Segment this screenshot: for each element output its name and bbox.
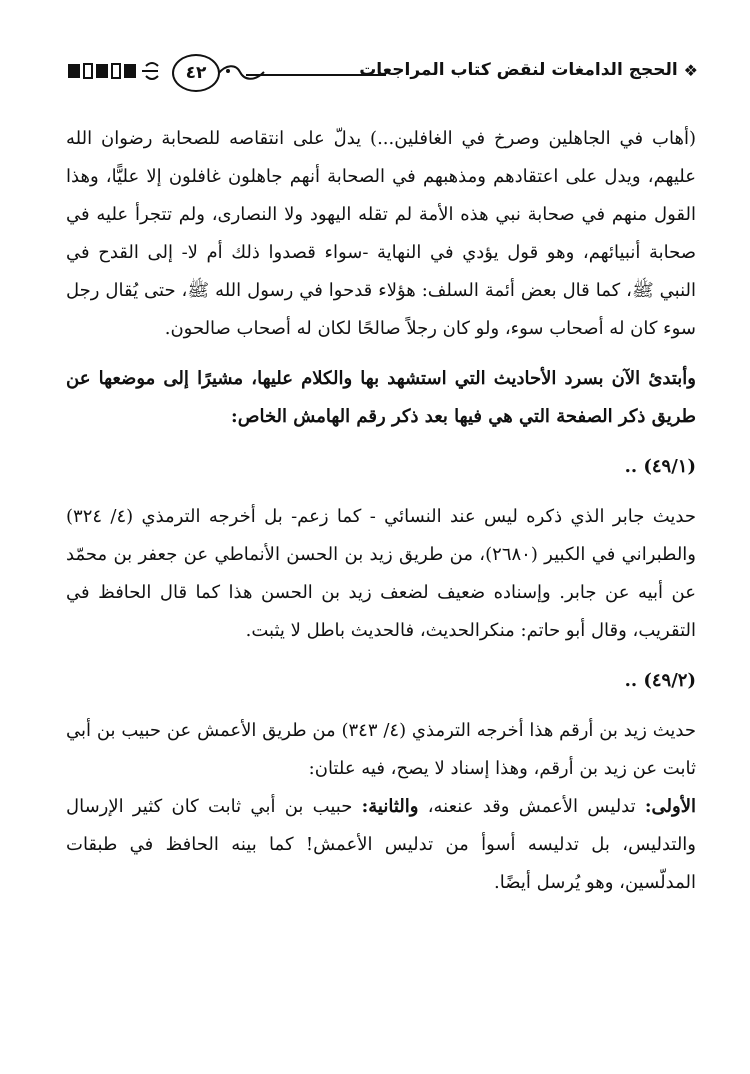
decorative-border-icon	[66, 60, 162, 82]
header-title-group	[359, 60, 696, 80]
paragraph-intro: (أهاب في الجاهلين وصرخ في الغافلين...) يدلّ على انتقاصه للصحابة رضوان الله عليهم، ويدل على اعتقادهم ومذهبهم في الصحابة أنهم جاهلون غافلون إلا عليًّا، وهذا القول منهم في صحابة نبي هذه الأمة لم تقله اليهود ولا النصارى، ولم تتجرأ عليه في صحابة أنبيائهم، وهو قول يؤدي في النهاية -سواء قصدوا ذلك أم لا- إلى القدح في النبي ﷺ، كما قال بعض أئمة السلف: هؤلاء قدحوا في رسول الله ﷺ، حتى يُقال رجل سوء كان له أصحاب سوء، ولو كان رجلاً صالحًا لكان له أصحاب صالحون.	[66, 128, 696, 339]
swirl-ornament-icon	[216, 62, 266, 84]
paragraph-jabir-hadith: حديث جابر الذي ذكره ليس عند النسائي - كما زعم- بل أخرجه الترمذي (٤/ ٣٢٤) والطبراني في الكبير (٢٦٨٠)، من طريق زيد بن الحسن الأنماطي عن جعفر بن محمّد عن أبيه عن جابر. وإسناده ضعيف لضعف زيد بن الحسن هذا كما قال الحافظ في التقريب، وقال أبو حاتم: منكرالحديث، فالحديث باطل لا يثبت.	[66, 506, 697, 641]
reference-marker-2: (٤٩/٢) ..	[624, 670, 696, 691]
page-number: ٤٢	[172, 54, 220, 92]
running-header	[66, 52, 696, 92]
ornament-icon: ❖	[683, 60, 696, 80]
paragraph-zayd-hadith: حديث زيد بن أرقم هذا أخرجه الترمذي (٤/ ٣٤٣) من طريق الأعمش عن حبيب بن أبي ثابت عن زيد بن أرقم، وهذا إسناد لا يصح، فيه علتان:	[66, 720, 696, 779]
paragraph-two-defects	[66, 788, 696, 902]
second-defect-label: والثانية:	[361, 796, 419, 817]
body-text	[66, 120, 696, 902]
second-defect-text: حبيب بن أبي ثابت كان كثير الإرسال والتدليس، بل تدليسه أسوأ من تدليس الأعمش! كما بينه الحافظ في طبقات المدلّسين، وهو يُرسل أيضًا.	[66, 796, 696, 893]
paragraph-method: وأبتدئ الآن بسرد الأحاديث التي استشهد بها والكلام عليها، مشيرًا إلى موضعها عن طريق ذكر الصفحة التي هي فيها بعد ذكر رقم الهامش الخاص:	[66, 368, 696, 427]
header-rule	[246, 74, 386, 76]
reference-marker-1: (٤٩/١) ..	[624, 456, 696, 477]
first-defect-label: الأولى:	[644, 796, 696, 817]
first-defect-text: تدليس الأعمش وقد عنعنه،	[418, 796, 645, 817]
book-title: الحجج الدامغات لنقض كتاب المراجعات	[359, 60, 678, 80]
